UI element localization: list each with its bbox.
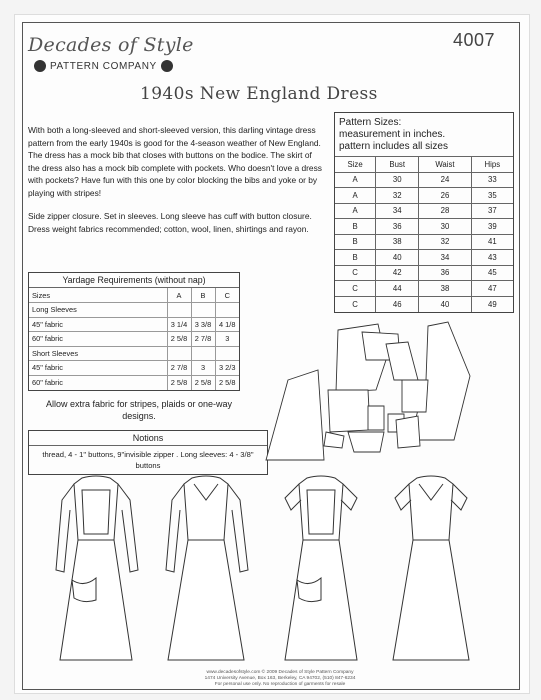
table-cell: C bbox=[335, 281, 376, 297]
table-cell: 4 1/8 bbox=[215, 317, 239, 332]
table-row bbox=[29, 317, 239, 332]
table-cell: 60" fabric bbox=[29, 375, 167, 390]
table-row bbox=[29, 303, 239, 318]
footer-line: 1474 University Avenue, Box 163, Berkeley, CA 94702, (510) 847-6234 bbox=[204, 676, 356, 681]
table-cell: A bbox=[335, 188, 376, 204]
table-cell: 24 bbox=[419, 172, 471, 188]
table-cell: A bbox=[335, 172, 376, 188]
column-header: Waist bbox=[419, 157, 471, 173]
table-cell: B bbox=[191, 288, 215, 303]
table-cell: 30 bbox=[419, 219, 471, 235]
table-row bbox=[29, 288, 239, 303]
table-cell: 2 5/8 bbox=[219, 378, 236, 387]
table-cell bbox=[167, 346, 191, 361]
table-cell: 38 bbox=[419, 281, 471, 297]
pattern-piece bbox=[266, 370, 324, 460]
description-paragraph: Side zipper closure. Set in sleeves. Long sleeve has cuff with button closure. Dress weight fabrics recommended; cotton, wool, linen, shirtings and rayon. bbox=[28, 211, 312, 234]
table-row bbox=[335, 281, 513, 297]
dress-sketch-short-plain bbox=[393, 476, 469, 660]
brand-subtitle-text: PATTERN COMPANY bbox=[50, 60, 157, 72]
table-cell: 42 bbox=[376, 265, 419, 281]
yardage-title: Yardage Requirements (without nap) bbox=[29, 273, 239, 288]
notions-box bbox=[28, 430, 268, 475]
sizes-heading-line: measurement in inches. bbox=[339, 129, 446, 140]
table-cell bbox=[167, 303, 191, 318]
sizes-heading-line: pattern includes all sizes bbox=[339, 141, 448, 152]
table-cell: 40 bbox=[376, 250, 419, 266]
description bbox=[28, 124, 324, 246]
table-cell bbox=[215, 303, 239, 318]
sizes-table bbox=[334, 112, 514, 313]
table-cell: 2 7/8 bbox=[167, 361, 191, 376]
rose-icon bbox=[34, 60, 46, 72]
table-row bbox=[29, 332, 239, 347]
table-cell: 28 bbox=[419, 203, 471, 219]
table-row bbox=[335, 203, 513, 219]
table-row bbox=[335, 296, 513, 312]
table-cell: 45 bbox=[471, 265, 513, 281]
table-cell: 40 bbox=[419, 296, 471, 312]
table-row bbox=[335, 234, 513, 250]
table-cell: 45" fabric bbox=[29, 317, 167, 332]
dress-sketch-long-plain bbox=[166, 476, 248, 660]
column-header: Size bbox=[335, 157, 376, 173]
table-cell: B bbox=[335, 234, 376, 250]
table-cell: 49 bbox=[471, 296, 513, 312]
table-cell: Short Sleeves bbox=[29, 346, 167, 361]
footer-line: www.decadesofstyle.com © 2009 Decades of Style Pattern Company bbox=[206, 670, 354, 675]
sizes-heading bbox=[335, 113, 513, 156]
table-cell: 34 bbox=[376, 203, 419, 219]
table-cell: 46 bbox=[376, 296, 419, 312]
pattern-piece bbox=[368, 406, 384, 430]
table-cell: 36 bbox=[376, 219, 419, 235]
table-row bbox=[29, 346, 239, 361]
table-row bbox=[335, 172, 513, 188]
table-cell: 3 2/3 bbox=[215, 361, 239, 376]
table-cell: C bbox=[215, 288, 239, 303]
table-cell bbox=[191, 303, 215, 318]
footer-line: For personal use only. No reproduction of garments for resale bbox=[214, 682, 346, 687]
rose-icon bbox=[161, 60, 173, 72]
page-title: 1940s New England Dress bbox=[140, 84, 378, 104]
brand-logo: Decades of Style bbox=[28, 34, 194, 56]
table-cell: 37 bbox=[471, 203, 513, 219]
table-cell: 33 bbox=[471, 172, 513, 188]
table-cell: 2 5/8 bbox=[167, 332, 191, 347]
yardage-table bbox=[28, 272, 240, 391]
dress-sketch-long-bib bbox=[56, 476, 138, 660]
table-cell: 36 bbox=[419, 265, 471, 281]
description-paragraph: With both a long-sleeved and short-sleeved version, this darling vintage dress pattern from the early 1940s is good for the 4-season weather of New England. The dress has a mock bib that closes with buttons on the bodice. The skirt of the dress also has a mock bib complete with pockets. Who doesn't love a dress with pockets? Have fun with this one by color blocking the bibs and yoke or by playing with stripes! bbox=[28, 125, 322, 198]
table-cell: 44 bbox=[376, 281, 419, 297]
extra-fabric-note: Allow extra fabric for stripes, plaids or one-way designs. bbox=[45, 399, 233, 421]
pattern-piece bbox=[348, 432, 384, 452]
pattern-piece bbox=[328, 390, 370, 432]
dress-sketches bbox=[44, 470, 484, 670]
dress-sketch-short-bib bbox=[285, 476, 357, 660]
table-cell bbox=[215, 346, 239, 361]
pattern-number: 4007 bbox=[452, 30, 495, 50]
table-cell: 45" fabric bbox=[29, 361, 167, 376]
column-header: Bust bbox=[376, 157, 419, 173]
pattern-pieces-diagram bbox=[258, 320, 488, 468]
pattern-piece bbox=[396, 416, 420, 448]
table-cell: Sizes bbox=[29, 288, 167, 303]
table-cell: 3 bbox=[215, 332, 239, 347]
table-cell: C bbox=[335, 265, 376, 281]
table-row bbox=[29, 361, 239, 376]
table-cell: 30 bbox=[376, 172, 419, 188]
pattern-piece bbox=[402, 380, 428, 412]
table-cell: C bbox=[335, 296, 376, 312]
table-cell: 34 bbox=[419, 250, 471, 266]
table-cell bbox=[191, 346, 215, 361]
table-cell: 43 bbox=[471, 250, 513, 266]
notions-title: Notions bbox=[29, 431, 267, 446]
pattern-piece bbox=[386, 342, 418, 380]
pattern-piece bbox=[324, 432, 344, 448]
notions-text: thread, 4 - 1" buttons, 9"invisible zipper . Long sleeves: 4 - 3/8" buttons bbox=[42, 450, 254, 470]
table-cell: 38 bbox=[376, 234, 419, 250]
table-row bbox=[335, 219, 513, 235]
table-cell: 32 bbox=[376, 188, 419, 204]
table-cell: 2 7/8 bbox=[191, 332, 215, 347]
table-row bbox=[335, 265, 513, 281]
table-cell: A bbox=[167, 288, 191, 303]
table-cell: 47 bbox=[471, 281, 513, 297]
table-cell: 32 bbox=[419, 234, 471, 250]
table-cell: A bbox=[335, 203, 376, 219]
table-cell: 3 1/4 bbox=[167, 317, 191, 332]
table-cell: 60" fabric bbox=[29, 332, 167, 347]
table-header-row bbox=[335, 157, 513, 173]
table-cell: 2 5/8 bbox=[191, 375, 215, 390]
footer bbox=[100, 670, 460, 688]
table-row bbox=[29, 375, 239, 390]
table-cell: Long Sleeves bbox=[29, 303, 167, 318]
column-header: Hips bbox=[471, 157, 513, 173]
table-cell: 26 bbox=[419, 188, 471, 204]
sizes-heading-line: Pattern Sizes: bbox=[339, 117, 402, 128]
table-cell: 39 bbox=[471, 219, 513, 235]
table-cell: 2 5/8 bbox=[167, 375, 191, 390]
table-row bbox=[335, 188, 513, 204]
brand-subtitle bbox=[34, 60, 173, 72]
table-cell: 3 3/8 bbox=[191, 317, 215, 332]
table-cell: B bbox=[335, 250, 376, 266]
table-row bbox=[335, 250, 513, 266]
table-cell: B bbox=[335, 219, 376, 235]
table-cell: 35 bbox=[471, 188, 513, 204]
table-cell: 41 bbox=[471, 234, 513, 250]
table-cell: 3 bbox=[191, 361, 215, 376]
